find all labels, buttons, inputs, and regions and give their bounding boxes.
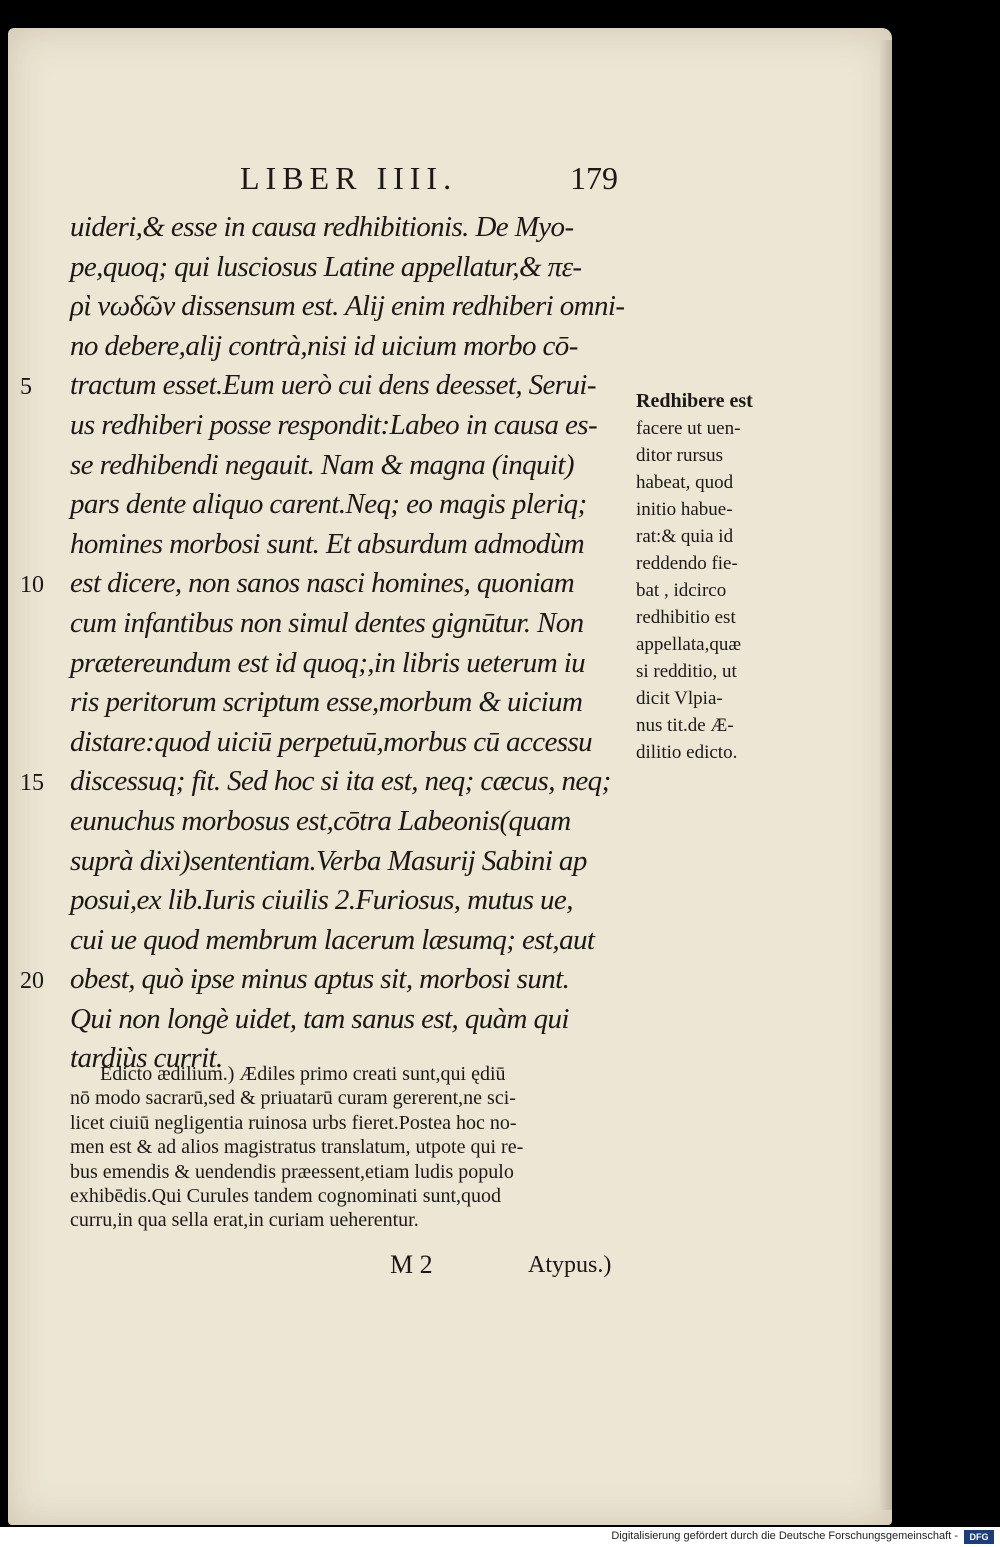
marginal-note-line: bat , idcirco bbox=[636, 580, 727, 601]
commentary-line: men est & ad alios magistratus translatum, utpote qui re- bbox=[70, 1136, 524, 1159]
main-text-block bbox=[70, 208, 630, 1079]
text-line: discessuq; fit. Sed hoc si ita est, neq; cæcus, neq; bbox=[70, 765, 611, 798]
text-line: no debere,alij contrà,nisi id uicium morbo cō- bbox=[70, 329, 578, 362]
text-line: distare:quod uiciū perpetuū,morbus cū accessu bbox=[70, 725, 593, 758]
catchword: Atypus.) bbox=[528, 1252, 612, 1278]
marginal-note-line: si redditio, ut bbox=[636, 661, 737, 682]
commentary-line: bus emendis & uendendis præessent,etiam ludis populo bbox=[70, 1160, 514, 1183]
text-line: uideri,& esse in causa redhibitionis. De Myo- bbox=[70, 211, 574, 243]
marginal-note-line: dicit Vlpia- bbox=[636, 688, 723, 709]
text-line: posui,ex lib.Iuris ciuilis 2.Furiosus, mutus ue, bbox=[70, 884, 573, 917]
line-number: 20 bbox=[20, 968, 44, 995]
marginal-note bbox=[636, 388, 786, 766]
text-line: est dicere, non sanos nasci homines, quoniam bbox=[70, 567, 575, 600]
text-line: us redhiberi posse respondit:Labeo in causa es- bbox=[70, 408, 598, 441]
text-line: tractum esset.Eum uerò cui dens deesset, Serui- bbox=[70, 369, 596, 402]
text-line: ris peritorum scriptum esse,morbum & uicium bbox=[70, 686, 583, 719]
marginal-note-line: rat:& quia id bbox=[636, 526, 734, 547]
text-line: cui ue quod membrum lacerum læsumq; est,aut bbox=[70, 923, 595, 956]
commentary-line: curru,in qua sella erat,in curiam ueherentur. bbox=[70, 1209, 419, 1232]
commentary-block bbox=[70, 1062, 630, 1233]
line-number: 5 bbox=[20, 374, 32, 401]
page-edge bbox=[880, 40, 892, 1510]
signature-mark: M 2 bbox=[390, 1250, 433, 1279]
line-number: 15 bbox=[20, 770, 44, 797]
footer-credit: Digitalisierung gefördert durch die Deutsche Forschungsgemeinschaft - bbox=[611, 1530, 958, 1542]
dfg-logo: DFG bbox=[964, 1530, 994, 1544]
line-number: 10 bbox=[20, 572, 44, 599]
text-line: tardiùs currit. bbox=[70, 1042, 223, 1075]
running-head: LIBER IIII. bbox=[240, 160, 458, 196]
marginal-note-line: ditor rursus bbox=[636, 445, 724, 466]
page-header bbox=[240, 160, 640, 200]
marginal-note-line: facere ut uen- bbox=[636, 418, 741, 439]
text-line: homines morbosi sunt. Et absurdum admodùm bbox=[70, 527, 585, 560]
text-line: suprà dixi)sententiam.Verba Masurij Sabini ap bbox=[70, 844, 587, 877]
text-line: ρὶ νωδῶν dissensum est. Alij enim redhiberi omni- bbox=[70, 290, 625, 323]
folio-number: 179 bbox=[570, 160, 618, 196]
text-line: Qui non longè uidet, tam sanus est, quàm qui bbox=[70, 1002, 569, 1035]
commentary-line: exhibēdis.Qui Curules tandem cognominati sunt,quod bbox=[70, 1184, 502, 1207]
commentary-line: licet ciuiū negligentia ruinosa urbs fieret.Postea hoc no- bbox=[70, 1111, 517, 1134]
marginal-note-line: appellata,quæ bbox=[636, 634, 741, 655]
marginal-note-line: habeat, quod bbox=[636, 472, 734, 493]
marginal-note-line: initio habue- bbox=[636, 499, 733, 520]
text-line: pars dente aliquo carent.Neq; eo magis pleriq; bbox=[70, 488, 587, 521]
text-line: pe,quoq; qui lusciosus Latine appellatur,& πε- bbox=[70, 250, 582, 283]
text-line: obest, quò ipse minus aptus sit, morbosi sunt. bbox=[70, 963, 570, 996]
marginal-note-line: Redhibere est bbox=[636, 390, 753, 412]
marginal-note-line: reddendo fie- bbox=[636, 553, 738, 574]
commentary-line: nō modo sacrarū,sed & priuatarū curam gererent,ne sci- bbox=[70, 1087, 516, 1110]
text-line: prætereundum est id quoq;,in libris ueterum iu bbox=[70, 646, 586, 679]
commentary-line: Edicto ædilium.) Ædiles primo creati sunt,qui ędiū bbox=[100, 1063, 506, 1085]
marginal-note-line: dilitio edicto. bbox=[636, 742, 738, 763]
text-line: cum infantibus non simul dentes gignūtur. Non bbox=[70, 606, 584, 639]
marginal-note-line: nus tit.de Æ- bbox=[636, 715, 734, 736]
marginal-note-line: redhibitio est bbox=[636, 607, 736, 628]
text-line: eunuchus morbosus est,cōtra Labeonis(quam bbox=[70, 804, 571, 837]
text-line: se redhibendi negauit. Nam & magna (inquit) bbox=[70, 448, 574, 481]
